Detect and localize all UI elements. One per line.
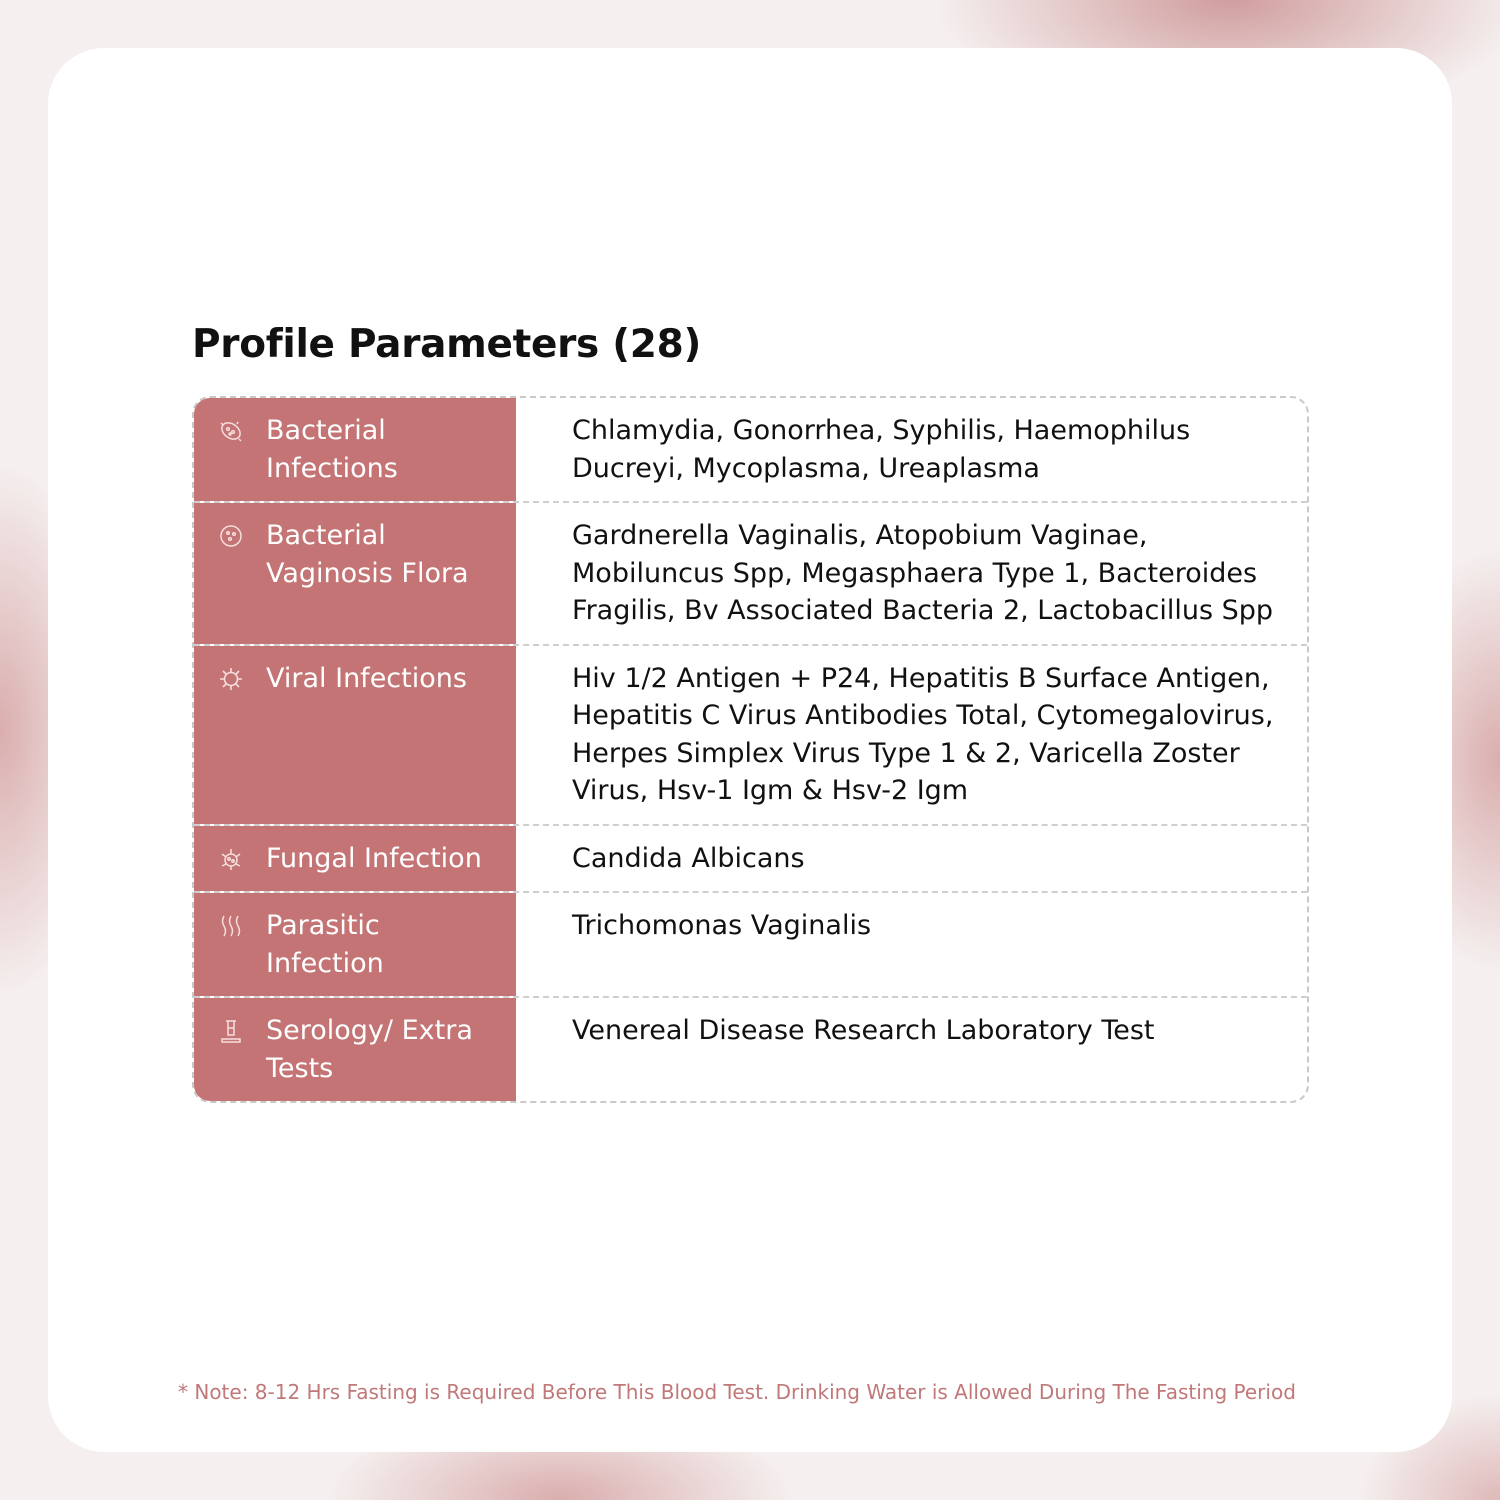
parasite-icon (214, 909, 248, 943)
parameter-list: Hiv 1/2 Antigen + P24, Hepatitis B Surface Antigen, Hepatitis C Virus Antibodies Total, Cytomegalovirus, Herpes Simplex Virus Type 1 & 2, Varicella Zoster Virus, Hsv-1 Igm & Hsv-2 Igm (572, 662, 1274, 806)
fasting-note: * Note: 8-12 Hrs Fasting is Required Before This Blood Test. Drinking Water is Allowed During The Fasting Period (178, 1380, 1296, 1404)
category-cell (194, 398, 516, 501)
category-label: Fungal Infection (266, 842, 482, 874)
category-label: Serology/ Extra Tests (266, 1015, 473, 1084)
parameters-table (192, 396, 1309, 1103)
parameter-list: Chlamydia, Gonorrhea, Syphilis, Haemophilus Ducreyi, Mycoplasma, Ureaplasma (572, 415, 1191, 484)
bacteria-icon (214, 414, 248, 448)
category-label: Parasitic Infection (266, 910, 384, 979)
virus-icon (214, 662, 248, 696)
category-cell (194, 503, 516, 644)
category-label: Bacterial Infections (266, 415, 398, 484)
table-row (194, 644, 1307, 824)
parameter-list: Venereal Disease Research Laboratory Test (572, 1015, 1155, 1046)
fungus-icon (214, 842, 248, 876)
table-row (194, 398, 1307, 501)
microbe-cell-icon (214, 519, 248, 553)
table-row (194, 891, 1307, 996)
table-row (194, 824, 1307, 892)
category-cell (194, 893, 516, 996)
parameter-list: Candida Albicans (572, 842, 805, 874)
table-row (194, 996, 1307, 1101)
category-cell (194, 998, 516, 1101)
category-label: Bacterial Vaginosis Flora (266, 520, 469, 589)
parameter-list: Gardnerella Vaginalis, Atopobium Vaginae, Mobiluncus Spp, Megasphaera Type 1, Bacteroides Fragilis, Bv Associated Bacteria 2, Lactobacillus Spp (572, 520, 1274, 626)
category-cell (194, 646, 516, 824)
category-label: Viral Infections (266, 662, 467, 694)
page-title: Profile Parameters (28) (192, 322, 701, 367)
test-tube-icon (214, 1014, 248, 1048)
category-cell (194, 826, 516, 892)
table-row (194, 501, 1307, 644)
parameter-list: Trichomonas Vaginalis (572, 910, 872, 941)
